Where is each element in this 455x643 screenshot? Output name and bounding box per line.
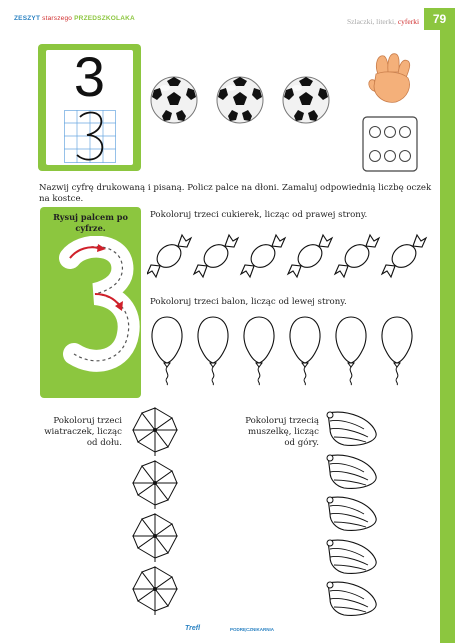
- trace-instruction: Rysuj palcem po cyfrze.: [53, 212, 128, 233]
- seashell-icon[interactable]: [327, 497, 376, 530]
- candy-icon[interactable]: [194, 235, 238, 277]
- seashell-icon[interactable]: [327, 540, 376, 573]
- balloons-row: [148, 314, 438, 386]
- die-pip: [400, 127, 411, 138]
- soccer-balls: [148, 72, 338, 130]
- die-pip: [370, 151, 381, 162]
- balloon-icon[interactable]: [336, 317, 366, 385]
- chapter-title-highlight: cyferki: [397, 17, 420, 26]
- chapter-title: [347, 17, 419, 26]
- candy-icon[interactable]: [241, 235, 285, 277]
- seashell-icon[interactable]: [327, 412, 376, 445]
- balloon-icon[interactable]: [244, 317, 274, 385]
- soccer-ball-icon: [217, 77, 263, 123]
- shells-instruction: Pokoloruj trzecią muszelkę, licząc od góry.: [245, 416, 319, 448]
- pinwheel-icon[interactable]: [133, 461, 177, 509]
- balloons-instruction: Pokoloruj trzeci balon, licząc od lewej strony.: [150, 297, 347, 307]
- pinwheel-icon[interactable]: [133, 408, 177, 456]
- die-pip: [370, 127, 381, 138]
- candies-instruction: Pokoloruj trzeci cukierek, licząc od prawej strony.: [150, 210, 368, 220]
- candy-icon[interactable]: [288, 235, 332, 277]
- printed-numeral: 3: [73, 45, 106, 108]
- die-pip: [385, 151, 396, 162]
- shells-column: [322, 405, 384, 620]
- pinwheel-icon[interactable]: [133, 514, 177, 562]
- page-number: 79: [424, 8, 455, 30]
- die-pip: [385, 127, 396, 138]
- seashell-icon[interactable]: [327, 582, 376, 615]
- candy-icon[interactable]: [382, 235, 426, 277]
- publisher-logo: Trefl: [185, 625, 201, 632]
- side-stripe: [440, 30, 455, 643]
- balloon-icon[interactable]: [290, 317, 320, 385]
- candy-icon[interactable]: [335, 235, 379, 277]
- imprint-logo: PODRĘCZNIKARNIA: [230, 627, 275, 632]
- handwriting-grid: [64, 110, 116, 163]
- candies-row: [147, 230, 437, 282]
- series-title-part: PRZEDSZKOLAKA: [74, 15, 135, 22]
- pinwheels-column: [128, 406, 184, 618]
- chapter-title-part: Szlaczki, literki,: [347, 17, 396, 26]
- pinwheel-icon[interactable]: [133, 567, 177, 615]
- main-instruction: Nazwij cyfrę drukowaną i pisaną. Policz palce na dłoni. Zamaluj odpowiednią liczbę oczek na kostce.: [39, 183, 432, 204]
- die-icon: [362, 116, 418, 172]
- candy-icon[interactable]: [147, 235, 191, 277]
- hand-three-fingers-icon: [366, 50, 418, 106]
- balloon-icon[interactable]: [198, 317, 228, 385]
- balloon-icon[interactable]: [152, 317, 182, 385]
- trace-numeral: [40, 236, 141, 396]
- series-title-part: ZESZYT: [14, 15, 41, 22]
- soccer-ball-icon: [151, 77, 197, 123]
- soccer-ball-icon: [283, 77, 329, 123]
- balloon-icon[interactable]: [382, 317, 412, 385]
- series-title-part: starszego: [42, 15, 73, 22]
- die-pip: [400, 151, 411, 162]
- pinwheels-instruction: Pokoloruj trzeci wiatraczek, licząc od dołu.: [44, 416, 122, 448]
- series-title: [14, 15, 135, 22]
- seashell-icon[interactable]: [327, 455, 376, 488]
